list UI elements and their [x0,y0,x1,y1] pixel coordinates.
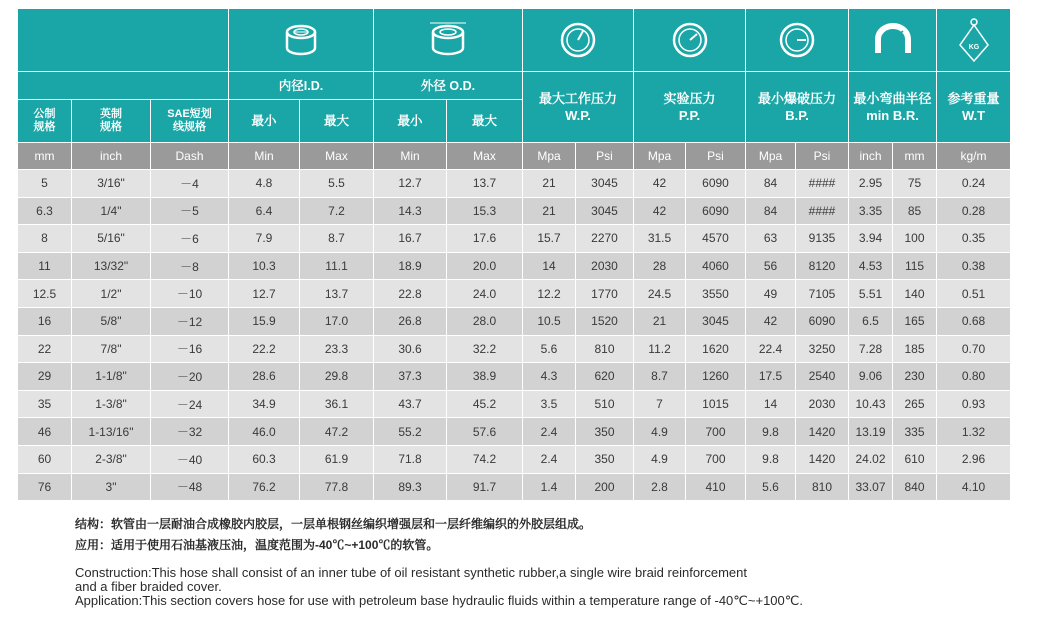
table-cell: 28 [634,252,686,280]
table-cell: 61.9 [300,445,374,473]
table-cell: 45.2 [447,390,523,418]
table-cell: 1/2" [72,280,151,308]
table-cell: 36.1 [300,390,374,418]
table-cell: 12.7 [374,170,447,198]
sae-header: SAE短划 线规格 [151,100,229,143]
table-cell: 0.93 [937,390,1011,418]
table-cell: 115 [893,252,937,280]
inner-diameter-icon-cell [229,9,374,72]
construction-en-cont: and a fiber braided cover. [75,579,222,594]
table-cell: 76.2 [229,473,300,501]
header-blank [18,9,229,72]
bend-radius-icon [870,21,916,59]
table-cell: 7105 [796,280,849,308]
table-cell: 57.6 [447,418,523,446]
table-cell: 1420 [796,445,849,473]
table-cell: 8 [18,225,72,253]
table-cell: 3.94 [849,225,893,253]
table-cell: 11.2 [634,335,686,363]
table-cell: 5.6 [523,335,576,363]
table-cell: －5 [151,197,229,225]
table-cell: 32.2 [447,335,523,363]
table-cell: 1-3/8" [72,390,151,418]
wp-icon-cell [523,9,634,72]
hose-spec-table [17,8,1011,501]
unit-cell: Min [229,143,300,170]
metric-header: 公制 规格 [18,100,72,143]
table-cell: 6090 [796,307,849,335]
table-cell: 7.9 [229,225,300,253]
table-cell: －8 [151,252,229,280]
table-cell: 18.9 [374,252,447,280]
table-cell: 6.5 [849,307,893,335]
table-cell: 35 [18,390,72,418]
table-cell: 3550 [686,280,746,308]
table-row [18,390,1011,418]
table-cell: 16.7 [374,225,447,253]
table-cell: 4.9 [634,445,686,473]
unit-cell: Psi [686,143,746,170]
table-cell: 4.53 [849,252,893,280]
unit-row [18,143,1011,170]
wt-icon-cell [937,9,1011,72]
group-row [18,72,1011,100]
table-cell: 24.02 [849,445,893,473]
unit-cell: Psi [796,143,849,170]
hose-id-icon [281,20,321,60]
table-cell: 100 [893,225,937,253]
table-cell: 47.2 [300,418,374,446]
table-cell: 13.7 [447,170,523,198]
table-cell: 20.0 [447,252,523,280]
table-cell: 5.6 [746,473,796,501]
id-group-header: 内径I.D. [229,72,374,100]
table-cell: 26.8 [374,307,447,335]
table-cell: 2.8 [634,473,686,501]
table-cell: 185 [893,335,937,363]
table-cell: 12.5 [18,280,72,308]
table-cell: 0.68 [937,307,1011,335]
table-cell: －40 [151,445,229,473]
table-cell: 4.10 [937,473,1011,501]
table-cell: 6.3 [18,197,72,225]
table-cell: 14 [523,252,576,280]
bp-icon-cell [746,9,849,72]
table-cell: －20 [151,363,229,391]
outer-diameter-icon-cell [374,9,523,72]
header-blank-2 [18,72,229,100]
table-cell: 7/8" [72,335,151,363]
table-cell: 7.2 [300,197,374,225]
table-cell: 230 [893,363,937,391]
table-row [18,335,1011,363]
unit-cell: Mpa [634,143,686,170]
table-cell: 1-13/16" [72,418,151,446]
unit-cell: mm [893,143,937,170]
unit-cell: kg/m [937,143,1011,170]
table-cell: 28.0 [447,307,523,335]
table-cell: 3" [72,473,151,501]
table-cell: 1-1/8" [72,363,151,391]
table-cell: 11.1 [300,252,374,280]
table-cell: 700 [686,445,746,473]
table-cell: 42 [746,307,796,335]
table-row [18,170,1011,198]
table-cell: 2.4 [523,418,576,446]
table-cell: 8.7 [300,225,374,253]
table-cell: 1260 [686,363,746,391]
table-cell: 2-3/8" [72,445,151,473]
inch-header: 英制 规格 [72,100,151,143]
table-cell: 29 [18,363,72,391]
table-row [18,445,1011,473]
unit-cell: inch [849,143,893,170]
table-cell: 7.28 [849,335,893,363]
table-cell: 0.51 [937,280,1011,308]
table-cell: 21 [523,170,576,198]
table-cell: 74.2 [447,445,523,473]
table-cell: －48 [151,473,229,501]
table-cell: 17.6 [447,225,523,253]
unit-cell: mm [18,143,72,170]
table-cell: 0.24 [937,170,1011,198]
table-cell: 2030 [796,390,849,418]
table-cell: 200 [576,473,634,501]
table-cell: 13.19 [849,418,893,446]
table-cell: 22 [18,335,72,363]
unit-cell: Dash [151,143,229,170]
table-cell: 91.7 [447,473,523,501]
table-cell: 15.9 [229,307,300,335]
table-cell: 3250 [796,335,849,363]
table-cell: 2.95 [849,170,893,198]
gauge-bp-icon [778,21,816,59]
unit-cell: inch [72,143,151,170]
table-cell: 6090 [686,197,746,225]
table-cell: 22.4 [746,335,796,363]
pp-header: 实验压力 P.P. [634,72,746,143]
br-header: 最小弯曲半径 min B.R. [849,72,937,143]
wp-header: 最大工作压力 W.P. [523,72,634,143]
table-cell: 84 [746,170,796,198]
unit-cell: Psi [576,143,634,170]
table-cell: 22.2 [229,335,300,363]
table-cell: 4.8 [229,170,300,198]
table-cell: 610 [893,445,937,473]
table-cell: 37.3 [374,363,447,391]
table-cell: 2540 [796,363,849,391]
table-cell: 700 [686,418,746,446]
table-cell: 2.96 [937,445,1011,473]
table-cell: 1620 [686,335,746,363]
table-cell: 0.38 [937,252,1011,280]
table-cell: 43.7 [374,390,447,418]
table-cell: 55.2 [374,418,447,446]
table-cell: 56 [746,252,796,280]
bp-header: 最小爆破压力 B.P. [746,72,849,143]
table-cell: 15.3 [447,197,523,225]
table-cell: 5/8" [72,307,151,335]
table-cell: 4.3 [523,363,576,391]
br-icon-cell [849,9,937,72]
unit-cell: Max [447,143,523,170]
id-max-header: 最大 [300,100,374,143]
table-cell: 49 [746,280,796,308]
table-cell: 5.5 [300,170,374,198]
table-cell: －12 [151,307,229,335]
table-cell: 10.5 [523,307,576,335]
table-cell: －32 [151,418,229,446]
table-cell: 1/4" [72,197,151,225]
notes [75,514,995,608]
unit-cell: Mpa [746,143,796,170]
data-rows [18,170,1011,501]
table-cell: 3045 [576,170,634,198]
table-cell: 14 [746,390,796,418]
table-cell: 24.0 [447,280,523,308]
table-cell: 46.0 [229,418,300,446]
table-cell: 33.07 [849,473,893,501]
table-cell: 76 [18,473,72,501]
table-cell: －24 [151,390,229,418]
table-row [18,307,1011,335]
table-cell: －10 [151,280,229,308]
table-cell: 1015 [686,390,746,418]
wt-header: 参考重量 W.T [937,72,1011,143]
table-cell: 34.9 [229,390,300,418]
table-cell: 5 [18,170,72,198]
construction-cn: 结构：软管由一层耐油合成橡胶内胶层，一层单根钢丝编织增强层和一层纤维编织的外胶层组成。 [75,517,592,531]
od-group-header: 外径 O.D. [374,72,523,100]
table-cell: 1.32 [937,418,1011,446]
table-cell: 13.7 [300,280,374,308]
table-cell: 85 [893,197,937,225]
table-cell: 10.43 [849,390,893,418]
table-cell: 2.4 [523,445,576,473]
table-cell: 24.5 [634,280,686,308]
table-cell: 8.7 [634,363,686,391]
unit-cell: Max [300,143,374,170]
table-cell: 30.6 [374,335,447,363]
table-cell: 840 [893,473,937,501]
table-cell: 77.8 [300,473,374,501]
table-cell: 11 [18,252,72,280]
unit-cell: Mpa [523,143,576,170]
table-row [18,418,1011,446]
table-cell: 12.2 [523,280,576,308]
table-cell: 46 [18,418,72,446]
table-cell: 620 [576,363,634,391]
table-cell: 3.5 [523,390,576,418]
table-cell: 23.3 [300,335,374,363]
table-cell: －4 [151,170,229,198]
table-cell: #### [796,197,849,225]
table-cell: 15.7 [523,225,576,253]
od-min-header: 最小 [374,100,447,143]
table-cell: 21 [523,197,576,225]
table-row [18,280,1011,308]
table-row [18,197,1011,225]
table-cell: 6090 [686,170,746,198]
table-cell: 0.35 [937,225,1011,253]
table-cell: 1520 [576,307,634,335]
table-cell: 16 [18,307,72,335]
application-en: Application:This section covers hose for use with petroleum base hydraulic fluids within a temperature range of -40℃~+100℃. [75,593,803,608]
table-cell: 6.4 [229,197,300,225]
od-max-header: 最大 [447,100,523,143]
table-cell: 42 [634,197,686,225]
table-cell: 13/32" [72,252,151,280]
table-cell: 140 [893,280,937,308]
table-cell: 8120 [796,252,849,280]
table-cell: 4570 [686,225,746,253]
table-cell: 28.6 [229,363,300,391]
table-cell: 3.35 [849,197,893,225]
table-cell: 810 [796,473,849,501]
table-cell: 0.80 [937,363,1011,391]
table-cell: 0.28 [937,197,1011,225]
table-cell: 75 [893,170,937,198]
application-cn: 应用：适用于使用石油基液压油，温度范围为-40℃~+100℃的软管。 [75,538,439,552]
table-cell: 14.3 [374,197,447,225]
table-cell: 89.3 [374,473,447,501]
table-cell: 5/16" [72,225,151,253]
table-cell: #### [796,170,849,198]
table-cell: 31.5 [634,225,686,253]
table-cell: 510 [576,390,634,418]
table-cell: 4060 [686,252,746,280]
table-cell: 3/16" [72,170,151,198]
table-cell: 335 [893,418,937,446]
table-cell: －6 [151,225,229,253]
table-cell: 17.0 [300,307,374,335]
weight-icon [956,17,992,63]
unit-cell: Min [374,143,447,170]
table-row [18,252,1011,280]
table-cell: 5.51 [849,280,893,308]
table-cell: 9135 [796,225,849,253]
table-cell: 12.7 [229,280,300,308]
table-cell: 10.3 [229,252,300,280]
table-cell: 9.8 [746,418,796,446]
table-cell: 7 [634,390,686,418]
table-cell: 22.8 [374,280,447,308]
table-cell: 60 [18,445,72,473]
table-cell: 350 [576,418,634,446]
table-cell: 60.3 [229,445,300,473]
construction-en: Construction:This hose shall consist of an inner tube of oil resistant synthetic rubber,a single wire braid reinforcement [75,565,748,580]
svg-text:KG: KG [968,44,979,51]
gauge-wp-icon [559,21,597,59]
id-min-header: 最小 [229,100,300,143]
table-cell: 63 [746,225,796,253]
table-cell: 1770 [576,280,634,308]
pp-icon-cell [634,9,746,72]
table-cell: 3045 [576,197,634,225]
table-cell: 810 [576,335,634,363]
table-cell: 21 [634,307,686,335]
table-cell: 1420 [796,418,849,446]
table-cell: 29.8 [300,363,374,391]
table-cell: 38.9 [447,363,523,391]
table-cell: 2030 [576,252,634,280]
table-row [18,225,1011,253]
icon-row [18,9,1011,72]
table-cell: 9.06 [849,363,893,391]
table-cell: 350 [576,445,634,473]
table-row [18,473,1011,501]
table-cell: 17.5 [746,363,796,391]
table-cell: 84 [746,197,796,225]
gauge-pp-icon [671,21,709,59]
table-cell: 9.8 [746,445,796,473]
table-cell: 0.70 [937,335,1011,363]
table-cell: 1.4 [523,473,576,501]
table-row [18,363,1011,391]
table-cell: 2270 [576,225,634,253]
table-cell: －16 [151,335,229,363]
table-cell: 3045 [686,307,746,335]
table-cell: 42 [634,170,686,198]
table-cell: 165 [893,307,937,335]
hose-od-icon [426,20,470,60]
table-cell: 265 [893,390,937,418]
table-cell: 71.8 [374,445,447,473]
table-cell: 4.9 [634,418,686,446]
table-cell: 410 [686,473,746,501]
